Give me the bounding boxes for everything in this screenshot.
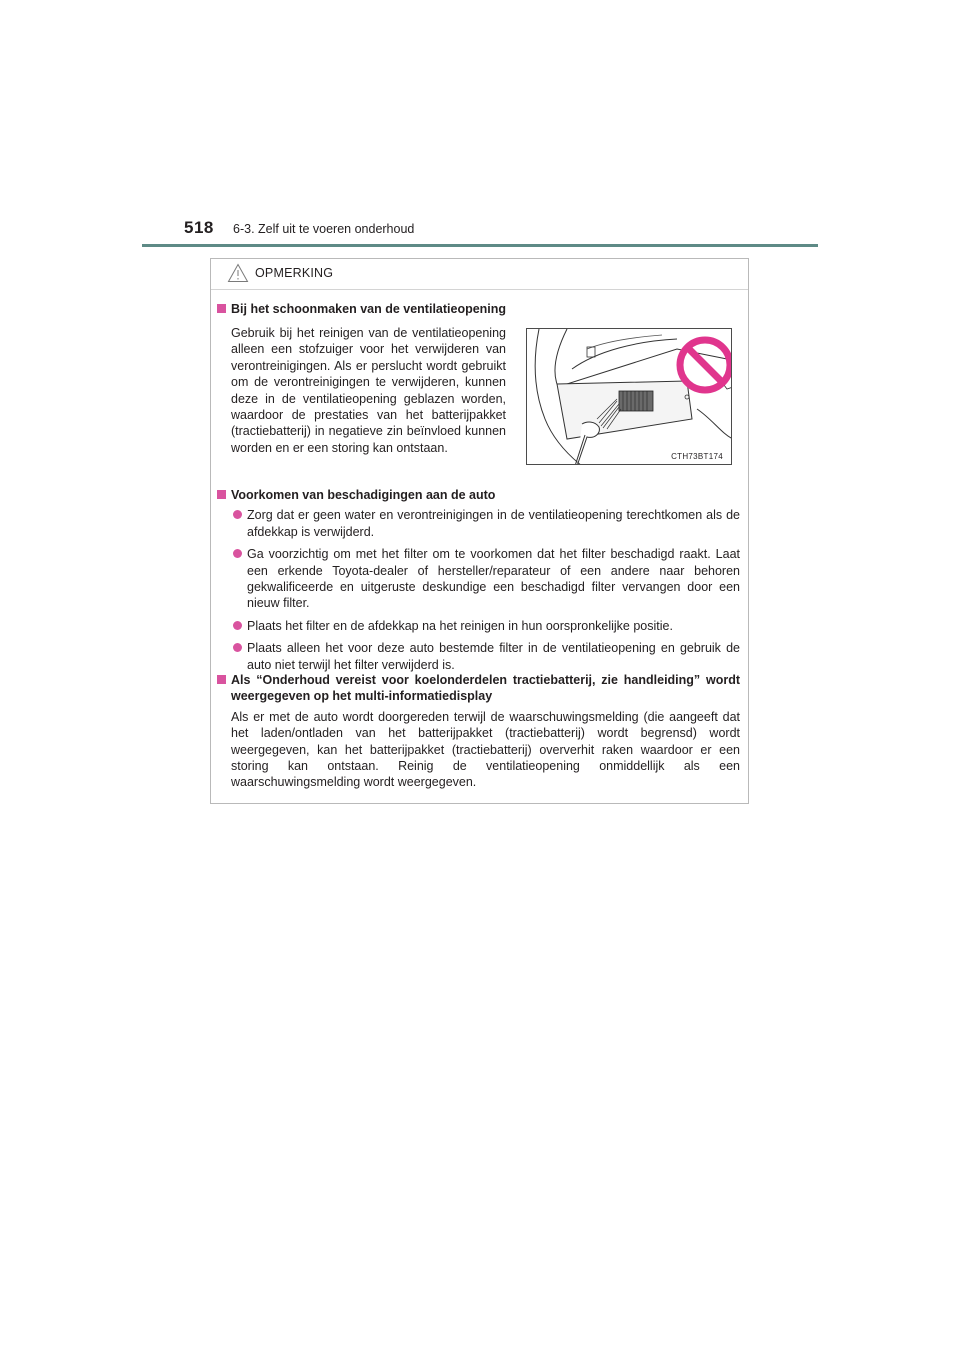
round-bullet [233,643,242,652]
bullet-item [217,640,740,673]
section-display-message [217,672,740,791]
round-bullet [233,549,242,558]
page-number: 518 [184,218,214,237]
warning-icon [227,263,249,283]
bullet-text: Zorg dat er geen water en verontreinigingen in de ventilatieopening terechtkomen als de afdekkap is verwijderd. [247,508,740,539]
section-heading-text: Als “Onderhoud vereist voor koelonderdelen tractiebatterij, zie handleiding” wordt weergegeven op het multi-informatiedisplay [231,673,740,704]
bullet-text: Plaats het filter en de afdekkap na het reinigen in hun oorspronkelijke positie. [247,618,673,633]
vent-illustration-drawing [527,329,732,465]
round-bullet [233,621,242,630]
square-bullet [217,490,226,499]
section-heading-text: Bij het schoonmaken van de ventilatieopening [231,302,507,316]
round-bullet [233,510,242,519]
bullet-item [217,546,740,612]
bullet-text: Plaats alleen het voor deze auto bestemde filter in de ventilatieopening en gebruik de auto niet terwijl het filter verwijderd is. [247,641,740,672]
square-bullet [217,675,226,684]
display-message-paragraph: Als er met de auto wordt doorgereden terwijl de waarschuwingsmelding (die aangeeft dat het laden/ontladen van het batterijpakket (tractiebatterij) wordt begrensd) wordt weergegeven, kan het batterijpakket (tractiebatterij) oververhit raken waardoor er een storing kan ontstaan. Reinig de ventilatieopening onmiddellijk als een waarschuwingsmelding wordt weergegeven. [231,709,740,790]
section-title: 6-3. Zelf uit te voeren onderhoud [233,222,415,236]
bullet-text: Ga voorzichtig om met het filter om te voorkomen dat het filter beschadigd raakt. Laat een erkende Toyota-dealer of hersteller/reparateur of een andere naar behoren gekwalificeerde en uitgeruste deskundige een beschadigd filter vervangen door een nieuw filter. [247,547,740,611]
figure-code: CTH73BT174 [671,452,723,461]
header-rule [142,244,818,247]
notice-box [210,258,749,804]
section-cleaning [217,301,740,317]
vent-cleaning-illustration [526,328,732,465]
bullet-item [217,507,740,540]
section-heading [217,672,740,705]
section-heading [217,301,740,317]
cleaning-paragraph: Gebruik bij het reinigen van de ventilatieopening alleen een stofzuiger voor het verwijderen van verontreinigingen. Als er perslucht wordt gebruikt om de verontreinigingen te verwijderen, kunnen deze in de ventilatieopening geblazen worden, waardoor de prestaties van het batterijpakket (tractiebatterij) in negatieve zin beïnvloed kunnen worden en er een storing kan ontstaan. [231,326,506,455]
section-heading [217,487,740,503]
square-bullet [217,304,226,313]
bullet-item [217,618,740,634]
notice-header [211,259,748,290]
section-heading-text: Voorkomen van beschadigingen aan de auto [231,488,496,502]
notice-title: OPMERKING [255,266,334,280]
section-damage-prevention [217,487,740,679]
